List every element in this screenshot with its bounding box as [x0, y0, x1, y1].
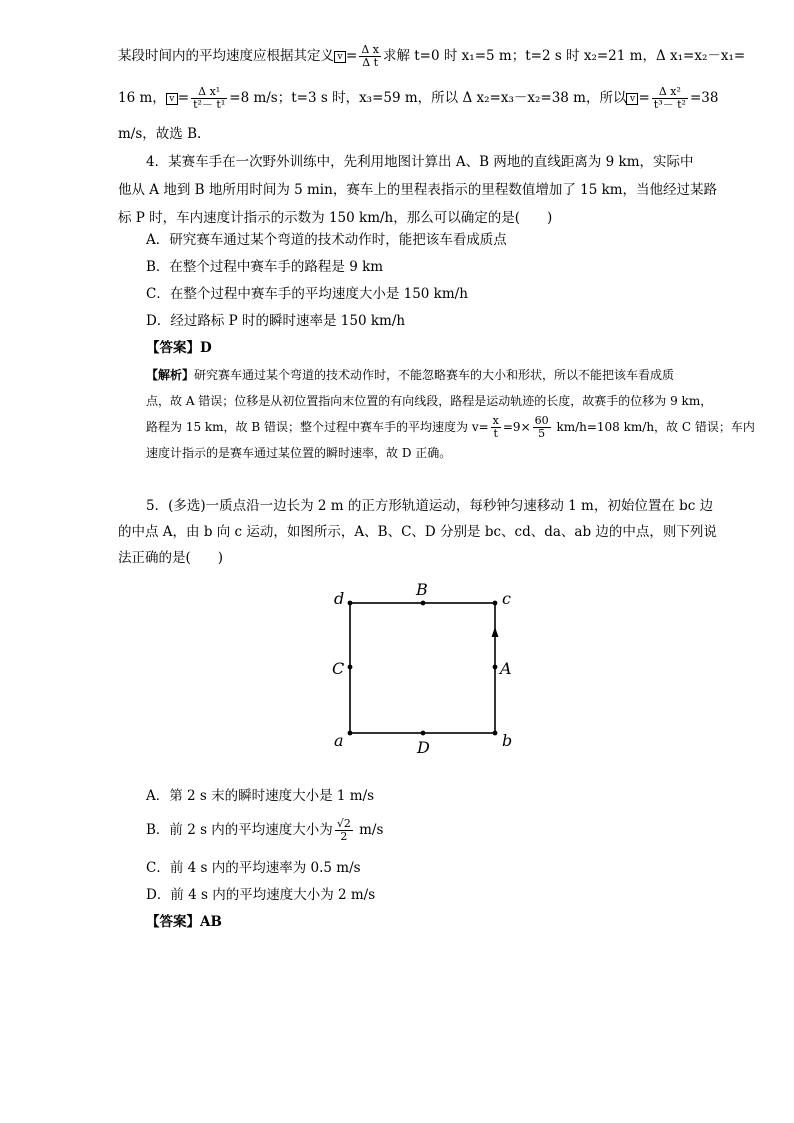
formula-box: v	[334, 51, 346, 63]
label-D: D	[417, 738, 430, 757]
top-line-2: 16 m， v = $\frac{\text{Δ x¹}}{\text{t²－ t¹}}$ =8 m/s；t=3 s 时，x₃=59 m，所以 Δ x₂=x₃－x₂=38 m，所以 v = $\frac{\text{Δ x²}}{\text{t³－ t²}}$ =38	[118, 85, 719, 111]
point-D-mid	[421, 731, 426, 736]
direction-arrow	[492, 627, 499, 637]
label-c: c	[502, 589, 511, 608]
q4-line-2: 他从 A 地到 B 地所用时间为 5 min，赛车上的里程表指示的里程数值增加了 15 km，当他经过某路	[118, 182, 718, 198]
top-line-1: 某段时间内的平均速度应根据其定义 v = $\frac{\text{Δ x}}{\text{Δ t}}$ 求解 t=0 时 x₁=5 m；t=2 s 时 x₂=21 m，Δ x₁=x₂－x₁=	[118, 43, 746, 69]
text: 某段时间内的平均速度应根据其定义	[118, 48, 334, 64]
point-a	[348, 731, 353, 736]
q4-option-b: B．在整个过程中赛车手的路程是 9 km	[146, 259, 384, 275]
q4-line-1: 4．某赛车手在一次野外训练中，先利用地图计算出 A、B 两地的直线距离为 9 km，实际中	[146, 154, 694, 170]
analysis-row-4: 速度计指示的是赛车通过某位置的瞬时速率，故 D 正确。	[146, 446, 452, 460]
point-C-mid	[348, 665, 353, 670]
label-a: a	[334, 731, 344, 750]
q4-line-3: 标 P 时，车内速度计指示的示数为 150 km/h，那么可以确定的是( )	[118, 210, 553, 226]
q4-analysis	[146, 362, 755, 466]
fraction: $\frac{\text{Δ x¹}}{\text{t²－ t¹}}$	[193, 85, 226, 111]
q5-option-c: C．前 4 s 内的平均速率为 0.5 m/s	[146, 860, 361, 876]
point-A-mid	[493, 665, 498, 670]
q5-line-2: 的中点 A，由 b 向 c 运动，如图所示，A、B、C、D 分别是 bc、cd、da、ab 边的中点，则下列说	[118, 524, 717, 540]
q4-answer: 【答案】D	[146, 340, 212, 356]
q5-answer: 【答案】AB	[146, 914, 222, 930]
fraction: $\frac{x}{t}$	[492, 414, 499, 440]
q5-option-d: D．前 4 s 内的平均速度大小为 2 m/s	[146, 887, 376, 903]
fraction: $\frac{\text{Δ x}}{\text{Δ t}}$	[361, 43, 379, 69]
analysis-row-2: 点，故 A 错误；位移是从初位置指向末位置的有向线段，路程是运动轨迹的长度，故赛手的位移为 9 km，	[146, 394, 713, 408]
formula-box: v	[626, 93, 638, 105]
label-d: d	[334, 589, 345, 608]
q5-option-a: A．第 2 s 末的瞬时速度大小是 1 m/s	[146, 788, 375, 804]
q4-option-a: A．研究赛车通过某个弯道的技术动作时，能把该车看成质点	[146, 232, 507, 248]
point-B-mid	[421, 601, 426, 606]
point-d	[348, 601, 353, 606]
fraction: $\frac{√2}{2}$	[336, 817, 351, 843]
top-line-3: m/s，故选 B.	[118, 126, 202, 142]
label-b: b	[502, 731, 513, 750]
label-B: B	[416, 580, 428, 599]
label-C: C	[332, 659, 345, 678]
point-c	[493, 601, 498, 606]
point-b	[493, 731, 498, 736]
q4-option-c: C．在整个过程中赛车手的平均速度大小是 150 km/h	[146, 286, 468, 302]
fraction: $\frac{60}{5}$	[534, 414, 549, 440]
formula-box: v	[166, 93, 178, 105]
analysis-row-1: 【解析】研究赛车通过某个弯道的技术动作时，不能忽略赛车的大小和形状，所以不能把该车看成质	[146, 368, 675, 382]
label-A: A	[500, 659, 512, 678]
q4-option-d: D．经过路标 P 时的瞬时速率是 150 km/h	[146, 313, 406, 329]
q5-line-1: 5．(多选)一质点沿一边长为 2 m 的正方形轨道运动，每秒钟匀速移动 1 m，初始位置在 bc 边	[146, 498, 714, 514]
fraction: $\frac{\text{Δ x²}}{\text{t³－ t²}}$	[653, 85, 686, 111]
square-track	[350, 603, 495, 733]
q5-line-3: 法正确的是( )	[118, 550, 224, 566]
square-track-figure	[320, 575, 530, 760]
analysis-row-3: 路程为 15 km，故 B 错误；整个过程中赛车手的平均速度为 v= $\frac{x}{t}$ =9× $\frac{60}{5}$ km/h=108 km/h，故 C 错误；车内	[146, 414, 755, 440]
q5-option-b: B．前 2 s 内的平均速度大小为 $\frac{√2}{2}$ m/s	[146, 817, 384, 843]
